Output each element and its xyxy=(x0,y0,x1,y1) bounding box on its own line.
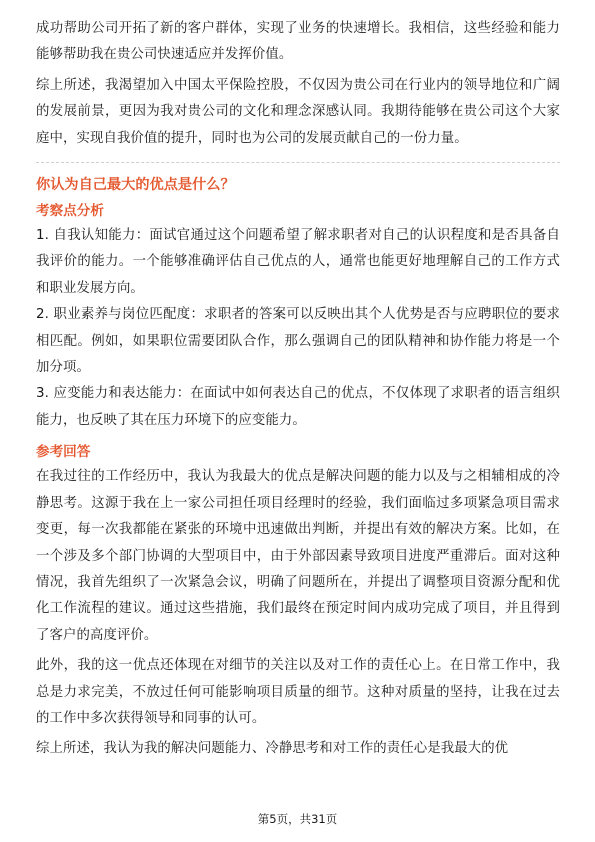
document-page xyxy=(36,16,560,763)
analysis-item-1: 1. 自我认知能力：面试官通过这个问题希望了解求职者对自己的认识程度和是否具备自我评价的能力。一个能够准确评估自己优点的人，通常也能更好地理解自己的工作方式和职业发展方向。 xyxy=(36,228,560,296)
answer-heading: 参考回答 xyxy=(36,444,91,461)
answer-paragraph-2: 此外，我的这一优点还体现在对细节的关注以及对工作的责任心上。在日常工作中，我总是力求完美，不放过任何可能影响项目质量的细节。这种对质量的坚持，让我在过去的工作中多次获得领导和同事的认可。 xyxy=(36,658,560,726)
analysis-item-3: 3. 应变能力和表达能力：在面试中如何表达自己的优点，不仅体现了求职者的语言组织能力，也反映了其在压力环境下的应变能力。 xyxy=(36,386,560,428)
page-number: 第5页，共31页 xyxy=(257,812,338,826)
answer-paragraph-3: 综上所述，我认为我的解决问题能力、冷静思考和对工作的责任心是我最大的优 xyxy=(36,741,509,757)
question-title: 你认为自己最大的优点是什么？ xyxy=(36,177,235,194)
section-divider xyxy=(36,162,560,163)
intro-paragraph-2: 综上所述，我渴望加入中国太平保险控股，不仅因为贵公司在行业内的领导地位和广阔的发展前景，更因为我对贵公司的文化和理念深感认同。我期待能够在贵公司这个大家庭中，实现自我价值的提升，同时也为公司的发展贡献自己的一份力量。 xyxy=(36,77,560,146)
answer-paragraph-1: 在我过往的工作经历中，我认为我最大的优点是解决问题的能力以及与之相辅相成的冷静思考。这源于我在上一家公司担任项目经理时的经验，我们面临过多项紧急项目需求变更，每一次我都能在紧张的环境中迅速做出判断，并提出有效的解决方案。比如，在一个涉及多个部门协调的大型项目中，由于外部因素导致项目进度严重滞后。面对这种情况，我首先组织了一次紧急会议，明确了问题所在，并提出了调整项目资源分配和优化工作流程的建议。通过这些措施，我们最终在预定时间内成功完成了项目，并且得到了客户的高度评价。 xyxy=(36,469,560,643)
intro-paragraph-1: 成功帮助公司开拓了新的客户群体，实现了业务的快速增长。我相信，这些经验和能力能够帮助我在贵公司快速适应并发挥价值。 xyxy=(36,21,560,63)
analysis-item-2: 2. 职业素养与岗位匹配度：求职者的答案可以反映出其个人优势是否与应聘职位的要求相匹配。例如，如果职位需要团队合作，那么强调自己的团队精神和协作能力将是一个加分项。 xyxy=(36,307,560,376)
analysis-heading: 考察点分析 xyxy=(36,203,104,220)
